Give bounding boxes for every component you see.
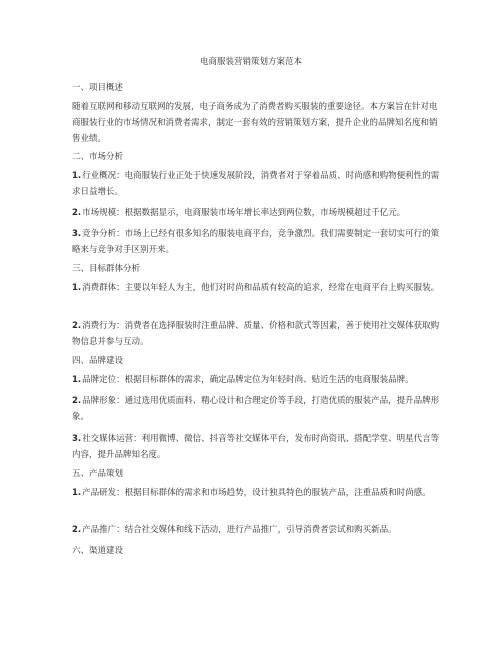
list-number: 1. — [72, 283, 82, 293]
market-item-2 — [72, 205, 440, 221]
list-text: 产品研发：根据目标群体的需求和市场趋势，设计独具特色的服装产品，注重品质和时尚感。 — [82, 488, 431, 498]
list-number: 3. — [72, 229, 82, 239]
market-item-3 — [72, 226, 440, 258]
list-number: 2. — [72, 321, 82, 331]
list-text: 产品推广：结合社交媒体和线下活动，进行产品推广，引导消费者尝试和购买新品。 — [82, 525, 397, 535]
list-number: 1. — [72, 171, 82, 181]
audience-item-1 — [72, 280, 440, 296]
audience-item-2 — [72, 318, 440, 350]
list-number: 3. — [72, 434, 82, 444]
section-heading-brand: 四、品牌建设 — [72, 356, 124, 366]
section-heading-product: 五、产品策划 — [72, 469, 124, 479]
list-number: 1. — [72, 488, 82, 498]
list-number: 2. — [72, 208, 82, 218]
list-text: 品牌定位：根据目标群体的需求，确定品牌定位为年轻时尚、贴近生活的电商服装品牌。 — [82, 375, 414, 385]
brand-item-1 — [72, 372, 440, 388]
product-item-1 — [72, 485, 440, 501]
document-title: 电商服装营销策划方案范本 — [199, 57, 302, 67]
section-heading-audience: 三、目标群体分析 — [72, 264, 141, 274]
list-text: 消费群体：主要以年轻人为主，他们对时尚和品质有较高的追求，经常在电商平台上购买服装。 — [82, 283, 440, 293]
list-text: 竞争分析：市场上已经有很多知名的服装电商平台，竞争激烈。我们需要制定一套切实可行的策略来与竞争对手区别开来。 — [72, 229, 440, 255]
list-text: 市场规模：根据数据显示，电商服装市场年增长率达到两位数，市场规模超过千亿元。 — [82, 208, 406, 218]
list-text: 品牌形象：通过选用优质面料、精心设计和合理定价等手段，打造优质的服装产品，提升品牌形象。 — [72, 396, 440, 422]
section-heading-market: 二、市场分析 — [72, 152, 124, 162]
list-number: 1. — [72, 375, 82, 385]
brand-item-3 — [72, 431, 440, 463]
section-heading-channel: 六、渠道建设 — [72, 546, 124, 556]
list-text: 消费行为：消费者在选择服装时注重品牌、质量、价格和款式等因素，善于使用社交媒体获取购物信息并参与互动。 — [72, 321, 440, 347]
section-heading-overview: 一、项目概述 — [72, 83, 124, 93]
list-number: 2. — [72, 396, 82, 406]
overview-paragraph: 随着互联网和移动互联网的发展，电子商务成为了消费者购买服装的重要途径。本方案旨在针对电商服装行业的市场情况和消费者需求，制定一套有效的营销策划方案，提升企业的品牌知名度和销售业绩。 — [72, 102, 438, 144]
market-item-1 — [72, 168, 440, 200]
list-number: 2. — [72, 525, 82, 535]
product-item-2 — [72, 522, 440, 538]
brand-item-2 — [72, 393, 440, 425]
list-text: 社交媒体运营：利用微博、微信、抖音等社交媒体平台，发布时尚资讯、搭配学堂、明星代言等内容，提升品牌知名度。 — [72, 434, 440, 460]
list-text: 行业概况：电商服装行业正处于快速发展阶段，消费者对于穿着品质、时尚感和购物便利性的需求日益增长。 — [72, 171, 440, 197]
